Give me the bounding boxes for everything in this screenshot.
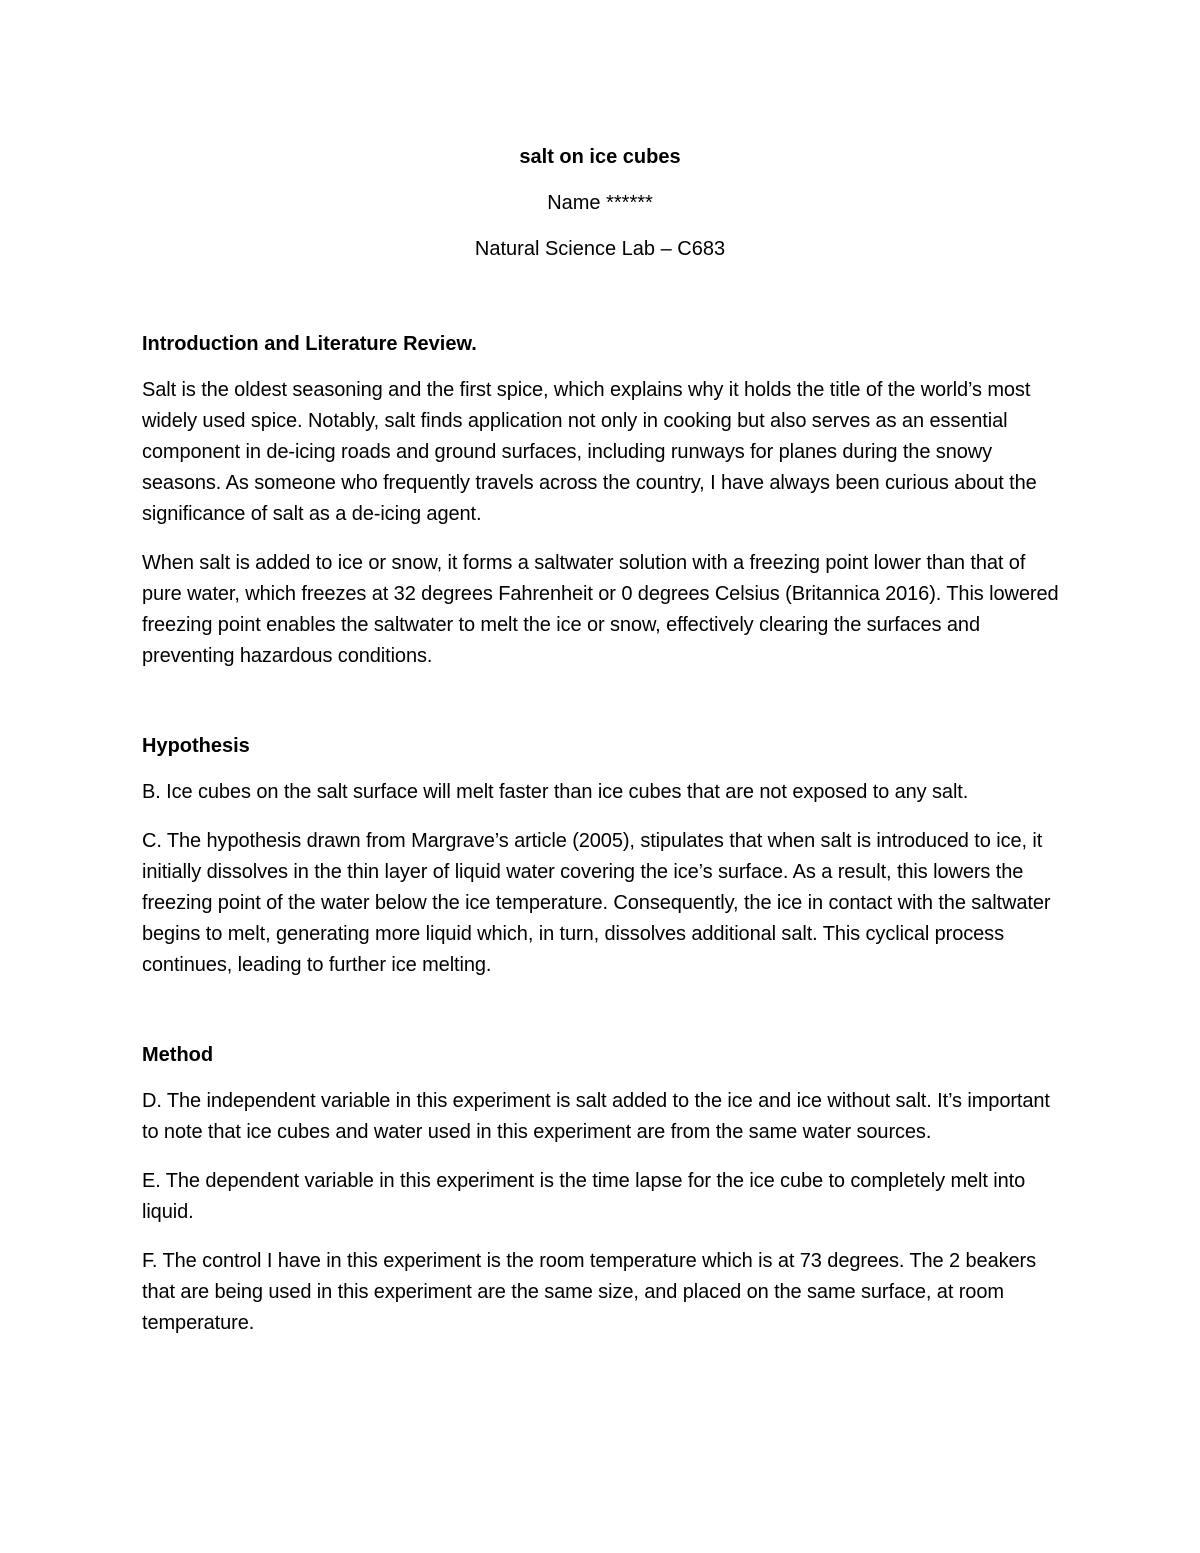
paragraph: C. The hypothesis drawn from Margrave’s article (2005), stipulates that when salt is introduced to ice, it initially dissolves in the thin layer of liquid water covering the ice’s surface. As a result, this lowers the freezing point of the water below the ice temperature. Consequently, the ice in contact with the saltwater begins to melt, generating more liquid which, in turn, dissolves additional salt. This cyclical process continues, leading to further ice melting. xyxy=(142,830,1051,976)
section-spacer xyxy=(142,690,1067,732)
paragraph: D. The independent variable in this experiment is salt added to the ice and ice without salt. It’s important to note that ice cubes and water used in this experiment are from the same water sources. xyxy=(142,1090,1050,1143)
paragraph: When salt is added to ice or snow, it forms a saltwater solution with a freezing point lower than that of pure water, which freezes at 32 degrees Fahrenheit or 0 degrees Celsius (Britannica 2016). This lowered freezing point enables the saltwater to melt the ice or snow, effectively clearing the surfaces and preventing hazardous conditions. xyxy=(142,552,1059,667)
paragraph: Salt is the oldest seasoning and the first spice, which explains why it holds the title of the world’s most widely used spice. Notably, salt finds application not only in cooking but also serves as an essential component in de-icing roads and ground surfaces, including runways for planes during the snowy seasons. As someone who frequently travels across the country, I have always been curious about the significance of salt as a de-icing agent. xyxy=(142,379,1037,525)
section-heading-method: Method xyxy=(142,1044,214,1066)
document-body xyxy=(142,330,1067,1357)
section-spacer xyxy=(142,999,1067,1041)
title-block xyxy=(0,143,1200,281)
paragraph: F. The control I have in this experiment is the room temperature which is at 73 degrees. The 2 beakers that are being used in this experiment are the same size, and placed on the same surface, at room temperature. xyxy=(142,1250,1036,1334)
section-heading-hypothesis: Hypothesis xyxy=(142,735,250,757)
section-method xyxy=(142,1041,1067,1339)
section-hypothesis xyxy=(142,732,1067,981)
section-heading-introduction: Introduction and Literature Review. xyxy=(142,333,477,355)
course-line: Natural Science Lab – C683 xyxy=(474,238,726,260)
paragraph: E. The dependent variable in this experiment is the time lapse for the ice cube to completely melt into liquid. xyxy=(142,1170,1026,1223)
paragraph: B. Ice cubes on the salt surface will melt faster than ice cubes that are not exposed to any salt. xyxy=(142,781,969,803)
author-name-line: Name ****** xyxy=(547,192,653,214)
section-introduction xyxy=(142,330,1067,672)
document-title: salt on ice cubes xyxy=(519,146,681,168)
